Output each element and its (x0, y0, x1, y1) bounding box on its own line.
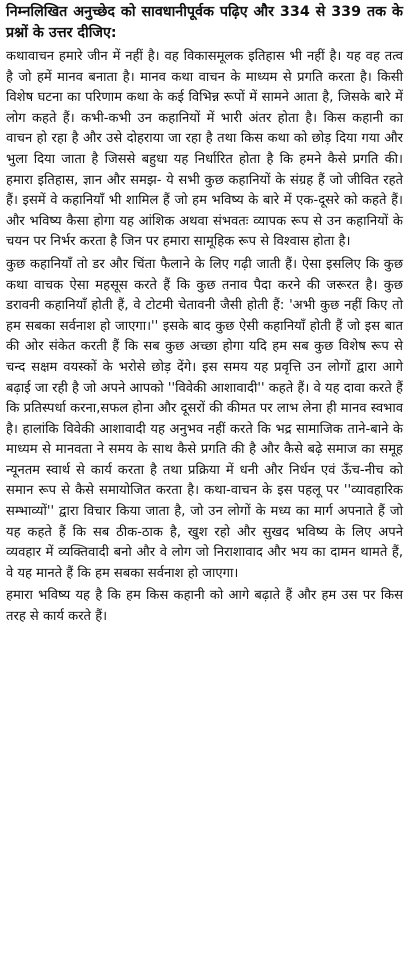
passage-heading: निम्नलिखित अनुच्छेद को सावधानीपूर्वक पढ़िए और 334 से 339 तक के प्रश्नों के उत्तर दीजिए: (6, 4, 403, 41)
paragraph-1: कथावाचन हमारे जीन में नहीं है। वह विकासमूलक इतिहास भी नहीं है। यह वह तत्व है जो हमें मानव बनाता है। मानव कथा वाचन के माध्यम से प्रगति करता है। किसी विशेष घटना का परिणाम कथा के कई विभिन्न रूपों में सामने आता है, जिसके बारे में लोग कहते हैं। कभी-कभी उन कहानियों में भारी अंतर होता है। किस कहानी का वाचन हो रहा है और उसे दोहराया जा रहा है तथा किस कथा को छोड़ दिया गया और भुला दिया जाता है जिससे बहुधा यह निर्धारित होता है कि हमने कैसे प्रगति की। हमारा इतिहास, ज्ञान और समझ- ये सभी कुछ कहानियों के संग्रह हैं जो जीवित रहते हैं। इसमें वे कहानियाँ भी शामिल हैं जो हम भविष्य के बारे में एक-दूसरे को कहते हैं। और भविष्य कैसा होगा यह आंशिक अथवा संभवतः व्यापक रूप से उन कहानियों के चयन पर निर्भर करता है जिन पर हमारा सामूहिक रूप से विश्वास होता है। (6, 49, 403, 250)
paragraph-2: कुछ कहानियाँ तो डर और चिंता फैलाने के लिए गढ़ी जाती हैं। ऐसा इसलिए कि कुछ कथा वाचक ऐसा महसूस करते हैं कि कुछ तनाव पैदा करने की जरूरत है। कुछ डरावनी कहानियाँ होती हैं, वे टोटमी चेतावनी जैसी होती हैं: 'अभी कुछ नहीं किए तो हम सबका सर्वनाश हो जाएगा।'' इसके बाद कुछ ऐसी कहानियाँ होती हैं जो इस बात की ओर संकेत करती हैं कि सब कुछ अच्छा होगा यदि हम सब कुछ विशेष रूप से चन्द सक्षम वयस्कों के भरोसे छोड़ देंगे। इस समय यह प्रवृत्ति उन लोगों द्वारा आगे बढ़ाई जा रही है जो अपने आपको ''विवेकी आशावादी'' कहते हैं। वे यह दावा करते हैं कि प्रतिस्पर्धा करना,सफल होना और दूसरों की कीमत पर लाभ लेना ही मानव स्वभाव है। हालांकि विवेकी आशावादी यह अनुभव नहीं करते कि भद्र सामाजिक ताने-बाने के माध्यम से मानवता ने समय के साथ कैसे प्रगति की है और कैसे बढ़े समाज का समूह न्यूनतम स्वार्थ से कार्य करता है तथा प्रक्रिया में धनी और निर्धन एवं ऊँच-नीच को समान रूप से कैसे समायोजित करता है। कथा-वाचन के इस पहलू पर ''व्यावहारिक सम्भाव्यों'' द्वारा विचार किया जाता है, जो उन लोगों के मध्य का मार्ग अपनाते हैं जो यह कहते हैं कि सब ठीक-ठाक है, खुश रहो और सुखद भविष्य के लिए अपने व्यवहार में व्यक्तिवादी बनो और वे लोग जो निराशावाद और भय का दामन थामते हैं, वे यह मानते हैं कि हम सबका सर्वनाश हो जाएगा। (6, 256, 403, 581)
paragraph-3: हमारा भविष्य यह है कि हम किस कहानी को आगे बढ़ाते हैं और हम उस पर किस तरह से कार्य करते हैं। (6, 588, 403, 625)
